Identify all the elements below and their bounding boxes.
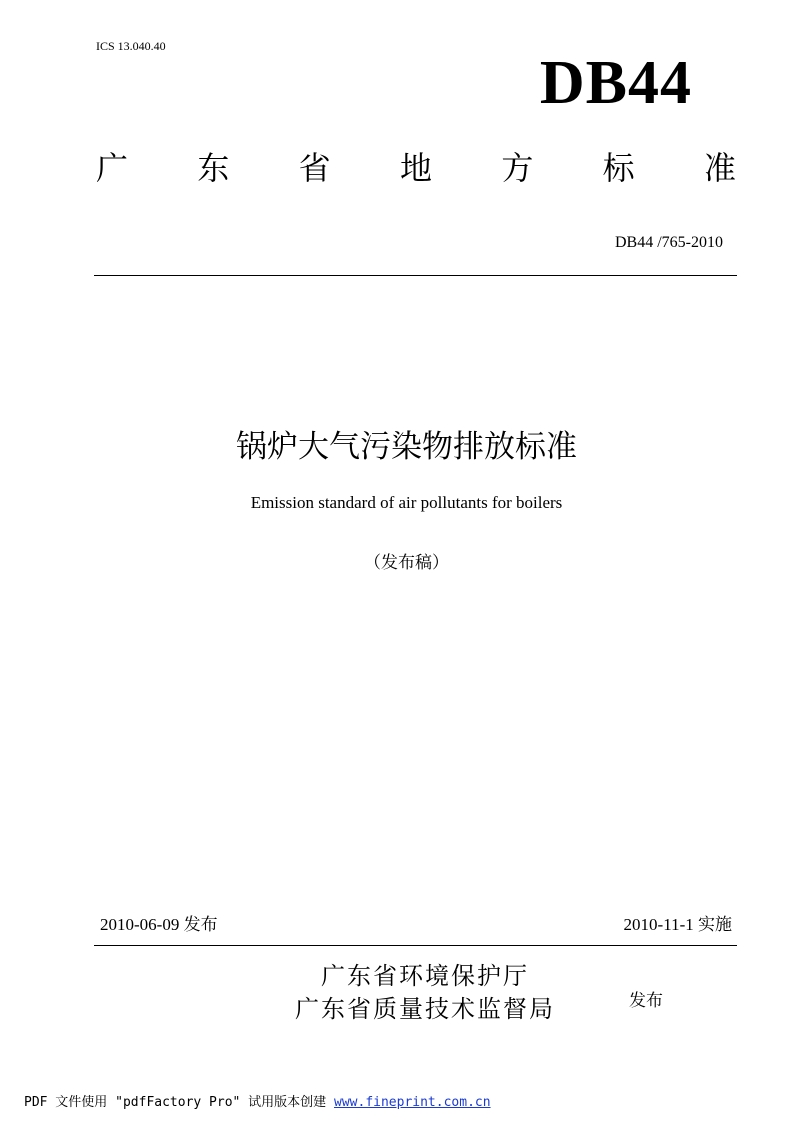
standard-number: DB44 /765-2010 [615, 234, 723, 251]
standard-type-char: 地 [399, 149, 432, 187]
implement-date: 2010-11-1 实施 [623, 915, 732, 934]
standard-type-char: 省 [298, 149, 331, 187]
standard-type-char: 准 [703, 149, 736, 187]
publish-date: 2010-06-09 发布 [100, 915, 218, 934]
issue-label: 发布 [629, 991, 663, 1011]
standard-type-char: 标 [602, 149, 635, 187]
fineprint-link[interactable]: www.fineprint.com.cn [334, 1095, 491, 1110]
draft-status-note: （发布稿） [364, 553, 449, 573]
document-title-en: Emission standard of air pollutants for boilers [250, 493, 563, 512]
footer-text: PDF 文件使用 "pdfFactory Pro" 试用版本创建 [24, 1095, 335, 1110]
document-title-cn: 锅炉大气污染物排放标准 [236, 429, 577, 465]
standard-type-char: 东 [197, 149, 230, 187]
top-divider [94, 275, 737, 276]
standard-type-char: 广 [96, 149, 129, 187]
db-standard-logo: DB44 [539, 49, 692, 117]
pdf-creator-footer [24, 1091, 491, 1110]
standard-type-char: 方 [501, 149, 534, 187]
ics-code: ICS 13.040.40 [96, 39, 166, 53]
standard-type-heading [96, 143, 736, 189]
issuer-name: 广东省环境保护厅 [321, 962, 529, 990]
bottom-divider [94, 945, 737, 946]
issuer-name: 广东省质量技术监督局 [295, 995, 555, 1023]
issuing-authorities [250, 960, 600, 1026]
